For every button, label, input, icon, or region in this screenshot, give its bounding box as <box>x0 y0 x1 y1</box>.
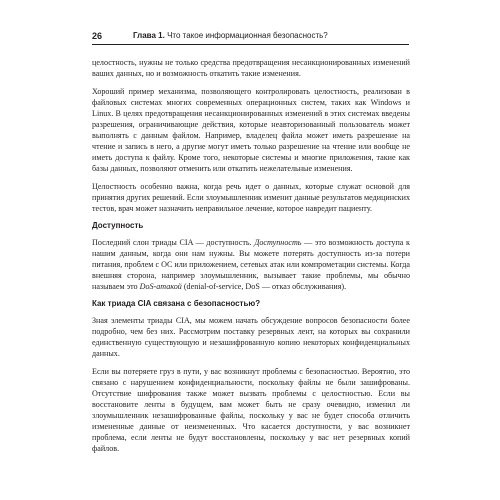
chapter-label: Глава 1. <box>133 31 165 40</box>
paragraph-integrity-importance: Целостность особенно важна, когда речь идет о данных, которые служат основой для принятия других решений. Если злоумышленник изменит данные результатов медицинских тестов, врач может назначить неправильное лечение, которое навредит пациенту. <box>92 182 410 213</box>
paragraph-lost-cargo: Если вы потеряете груз в пути, у вас возникнут проблемы с безопасностью. Вероятно, это связано с нарушением конфиденциальности, поскольку файлы не были зашифрованы. Отсутствие шифрования также может вызвать проблемы с целостностью. Если вы восстановите ленты в будущем, вам может быть не сразу очевидно, изменил ли злоумышленник незашифрованные файлы, поскольку у вас не будет способа отличить измененные данные от неизмененных. Что касается доступности, у вас возникнет проблема, если ленты не будут восстановлены, поскольку у вас нет резервных копий файлов. <box>92 367 410 453</box>
header-divider <box>92 44 409 45</box>
page-body <box>92 57 410 461</box>
running-header <box>92 30 410 42</box>
dos-attack-term: DoS-атакой <box>139 282 182 291</box>
availability-text-3: (denial-of-service, DoS — отказ обслуживания). <box>181 282 347 291</box>
paragraph-availability <box>92 237 410 292</box>
chapter-title-text: Что такое информационная безопасность? <box>167 31 328 40</box>
chapter-title <box>133 30 328 42</box>
paragraph-filesystem-example: Хороший пример механизма, позволяющего контролировать целостность, реализован в файловых системах многих современных операционных систем, таких как Windows и Linux. В целях предотвращения несанкционированных изменений в этих системах введены разрешения, ограничивающие действия, которые неавторизованный пользователь может выполнять с данным файлом. Например, владелец файла может иметь разрешение на чтение и запись в него, а другие могут иметь только разрешение на чтение или вообще не иметь доступа к файлу. Кроме того, некоторые системы и многие приложения, такие как базы данных, позволяют отменить или откатить нежелательные изменения. <box>92 87 410 173</box>
availability-text-1: Последний слон триады CIA — доступность. <box>92 238 255 247</box>
paragraph-integrity-rollback: целостность, нужны не только средства предотвращения несанкционированных изменений ваших данных, но и возможность откатить такие изменения. <box>92 58 410 78</box>
page-number: 26 <box>92 31 103 41</box>
section-heading-cia-security: Как триада CIA связана с безопасностью? <box>92 299 261 308</box>
availability-term: Доступность <box>254 238 302 247</box>
section-heading-availability: Доступность <box>92 221 144 230</box>
paragraph-cia-elements: Зная элементы триады CIA, мы можем начать обсуждение вопросов безопасности более подробно, чем без них. Рассмотрим поставку резервных лент, на которых вы сохранили единственную существующую и незашифрованную копию некоторых конфиденциальных данных. <box>92 316 410 358</box>
availability-text-2: — это возможность доступа к нашим данным, когда они нам нужны. Вы можете потерять доступность из-за потери питания, проблем с ОС или приложением, сетевых атак или компрометации системы. Когда внешняя сторона, например злоумышленник, вызывает такие проблемы, мы обычно называем это <box>92 238 410 291</box>
